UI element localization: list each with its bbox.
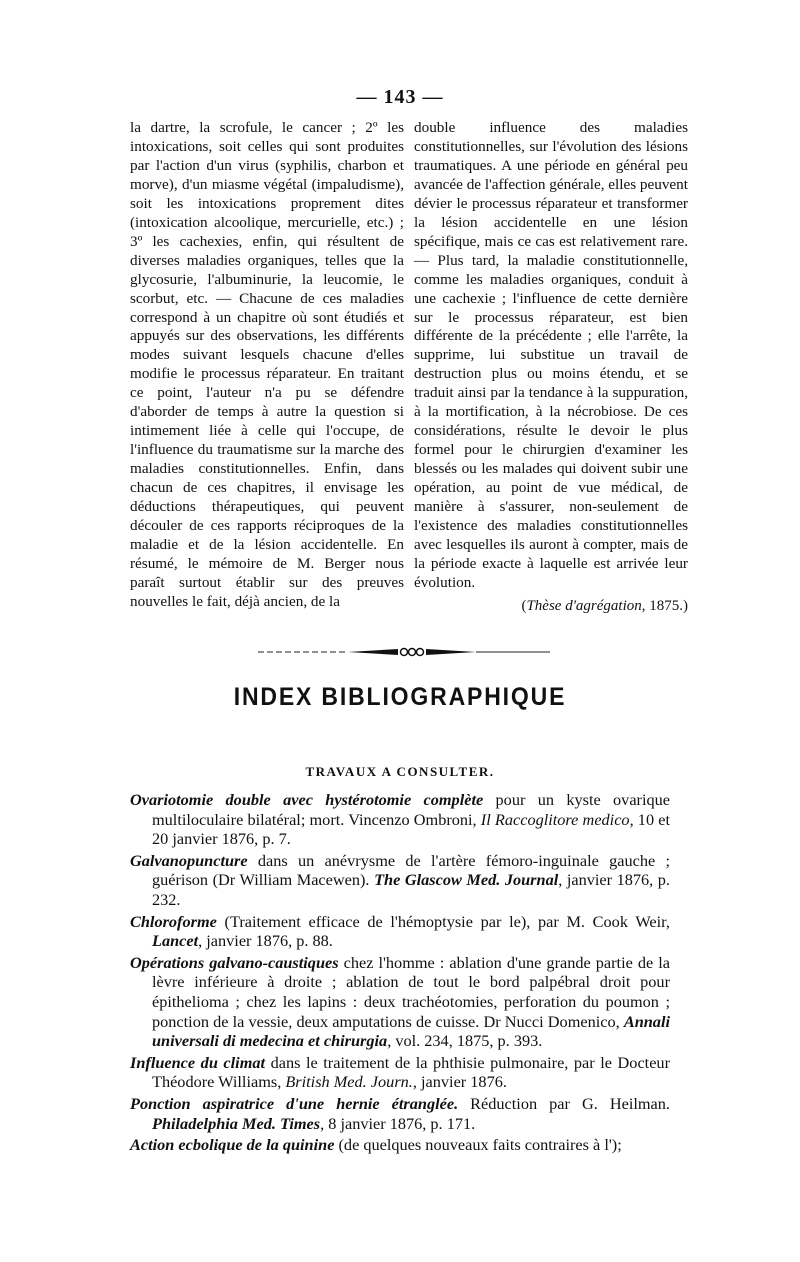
entry-text: Réduction par G. Heilman. — [458, 1093, 670, 1113]
section-heading: INDEX BIBLIOGRAPHIQUE — [233, 683, 567, 711]
bibliography-list — [130, 790, 670, 1157]
citation-open: ( — [521, 597, 527, 614]
entry-after: , janvier 1876. — [412, 1072, 507, 1092]
entry-text: (de quelques nouveaux faits contraires à l'); — [334, 1135, 622, 1155]
entry-journal: Lancet — [152, 931, 199, 951]
section-subheading: TRAVAUX A CONSULTER. — [305, 764, 495, 779]
left-column-text: la dartre, la scrofule, le cancer ; 2º les intoxications, soit celles qui sont produites par l'action d'un virus (syphilis, charbon et morve), d'un miasme végétal (impaludisme), soit les intoxications proprement dites (intoxication alcoolique, mercurielle, etc.) ; 3º les cachexies, enfin, qui résultent de diverses maladies organiques, telles que la glycosurie, l'albuminurie, la leucomie, le scorbut, etc. — Chacune de ces maladies correspond à un chapitre où sont étudiés et appuyés sur des observations, les différents modes suivant lesquels chacune d'elles modifie le processus réparateur. En traitant ce point, l'auteur n'a pu se défendre d'aborder de temps à autre la question si intimement liée à celle qui l'occupe, de l'influence du traumatisme sur la marche des maladies constitutionnelles. Enfin, dans chacun de ces chapitres, il envisage les déductions thérapeutiques, qui peuvent découler de ces rapports réciproques de la maladie et de la lésion accidentelle. En résumé, le mémoire de M. Berger nous paraît surtout établir sur des preuves nouvelles le fait, déjà ancien, de la — [130, 119, 404, 610]
right-text-column — [414, 119, 688, 616]
citation-title: Thèse d'agrégation — [526, 597, 642, 614]
entry-text: dans le traitement de la phthisie pulmonaire, par le Docteur Théodore Williams, — [152, 1052, 670, 1092]
bibliography-entry — [130, 953, 670, 1051]
entry-title: Opérations galvano-caustiques — [130, 952, 339, 972]
citation — [414, 597, 688, 616]
bibliography-entry — [130, 851, 670, 910]
entry-journal: The Glascow Med. Journal — [374, 870, 559, 890]
entry-journal: Il Raccoglitore medico — [480, 809, 630, 829]
entry-journal: Philadelphia Med. Times — [152, 1113, 321, 1133]
entry-text: pour un kyste ovarique multiloculaire bilatéral; mort. Vincenzo Ombroni, — [152, 790, 671, 829]
entry-title: Ponction aspiratrice d'une hernie étranglée. — [130, 1093, 459, 1113]
page-number: — 143 — — [356, 86, 444, 108]
entry-text: (Traitement efficace de l'hémoptysie par le), par M. Cook Weir, — [216, 911, 670, 931]
bibliography-entry — [130, 1135, 670, 1155]
entry-after: , janvier 1876, p. 88. — [198, 931, 333, 951]
entry-text: dans un anévrysme de l'artère fémoro-inguinale gauche ; guérison (Dr William Macewen). — [152, 850, 670, 890]
bibliography-entry — [130, 790, 670, 849]
entry-journal: Annali universali di medecina et chirurgia — [152, 1011, 670, 1051]
bibliography-entry — [130, 912, 670, 951]
entry-title: Ovariotomie double avec hystérotomie complète — [130, 790, 484, 809]
left-text-column — [130, 119, 404, 612]
entry-after: , janvier 1876, p. 232. — [152, 870, 671, 909]
entry-text: chez l'homme : ablation d'une grande partie de la lèvre inférieure à droite ; ablation de tout le bord palpébral droit pour épithelioma ; chez les lapins : deux trachéotomies, perforation du poumon ; ponction de la vessie, deux amputations de cuisse. Dr Nucci Domenico, — [152, 952, 670, 1031]
ornamental-divider — [258, 645, 550, 659]
entry-title: Chloroforme — [130, 911, 217, 931]
entry-after: , 10 et 20 janvier 1876, p. 7. — [152, 809, 671, 849]
entry-title: Action ecbolique de la quinine — [130, 1135, 335, 1155]
entry-title: Galvanopuncture — [130, 850, 248, 870]
bibliography-entry — [130, 1053, 670, 1092]
entry-title: Influence du climat — [130, 1052, 266, 1072]
entry-after: , 8 janvier 1876, p. 171. — [320, 1113, 476, 1133]
right-column-text: double influence des maladies constitutionnelles, sur l'évolution des lésions traumatiques. A une période en général peu avancée de l'affection générale, elles peuvent dévier le processus réparateur et transformer la lésion accidentelle en une lésion spécifique, mais ce cas est relativement rare. — Plus tard, la maladie constitutionnelle, comme les maladies organiques, conduit à une cachexie ; l'influence de cette dernière sur le processus réparateur, est bien différente de la précédente ; elle l'arrête, la supprime, lui substitue un travail de destruction plus ou moins étendu, et se traduit ainsi par la tendance à la suppuration, à la mortification, à la nécrobiose. De ces considérations, résulte le devoir le plus formel pour le chirurgien d'examiner les blessés ou les malades qui doivent subir une opération, au point de vue médical, de manière à s'assurer, non-seulement de l'existence des maladies constitutionnelles avec lesquelles ils auront à compter, mais de la période exacte à laquelle est arrivée leur évolution. — [414, 119, 688, 591]
citation-rest: , 1875.) — [641, 597, 688, 614]
entry-after: , vol. 234, 1875, p. 393. — [387, 1031, 543, 1051]
entry-journal: British Med. Journ. — [285, 1072, 413, 1092]
bibliography-entry — [130, 1094, 670, 1133]
